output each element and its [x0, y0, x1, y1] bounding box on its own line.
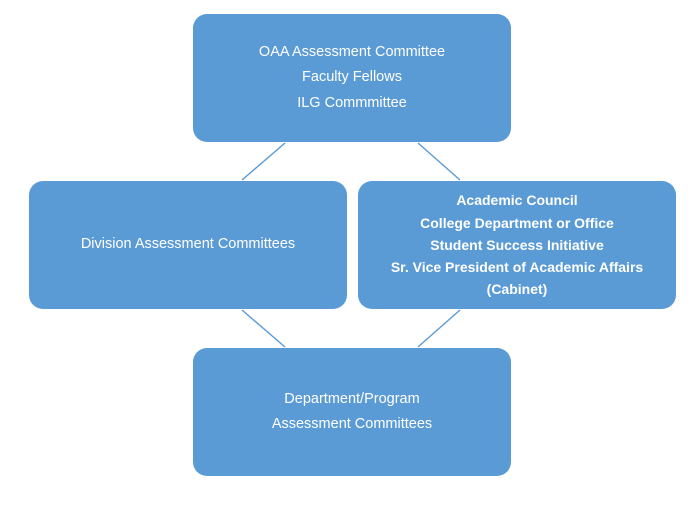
- node-line: (Cabinet): [486, 281, 548, 298]
- node-line: College Department or Office: [420, 214, 614, 231]
- node-line: OAA Assessment Committee: [258, 44, 446, 61]
- node-line: Department/Program: [284, 390, 420, 407]
- oaa-assessment-committee-node[interactable]: [193, 14, 511, 142]
- division-assessment-committees-node[interactable]: [29, 181, 347, 309]
- connector-top-to-right: [418, 143, 460, 180]
- node-line: Assessment Committees: [271, 416, 433, 432]
- department-program-assessment-committees-node[interactable]: [193, 348, 511, 476]
- connector-right-to-bottom: [418, 310, 460, 347]
- connector-top-to-left: [242, 143, 285, 180]
- node-line: Sr. Vice President of Academic Affairs: [390, 259, 644, 276]
- node-line: Academic Council: [456, 192, 578, 209]
- node-line: ILG Commmittee: [297, 94, 407, 111]
- node-line: Division Assessment Committees: [80, 236, 296, 253]
- node-line: Faculty Fellows: [302, 69, 402, 86]
- connector-left-to-bottom: [242, 310, 285, 347]
- academic-council-node[interactable]: [358, 181, 676, 309]
- node-line: Student Success Initiative: [430, 236, 604, 253]
